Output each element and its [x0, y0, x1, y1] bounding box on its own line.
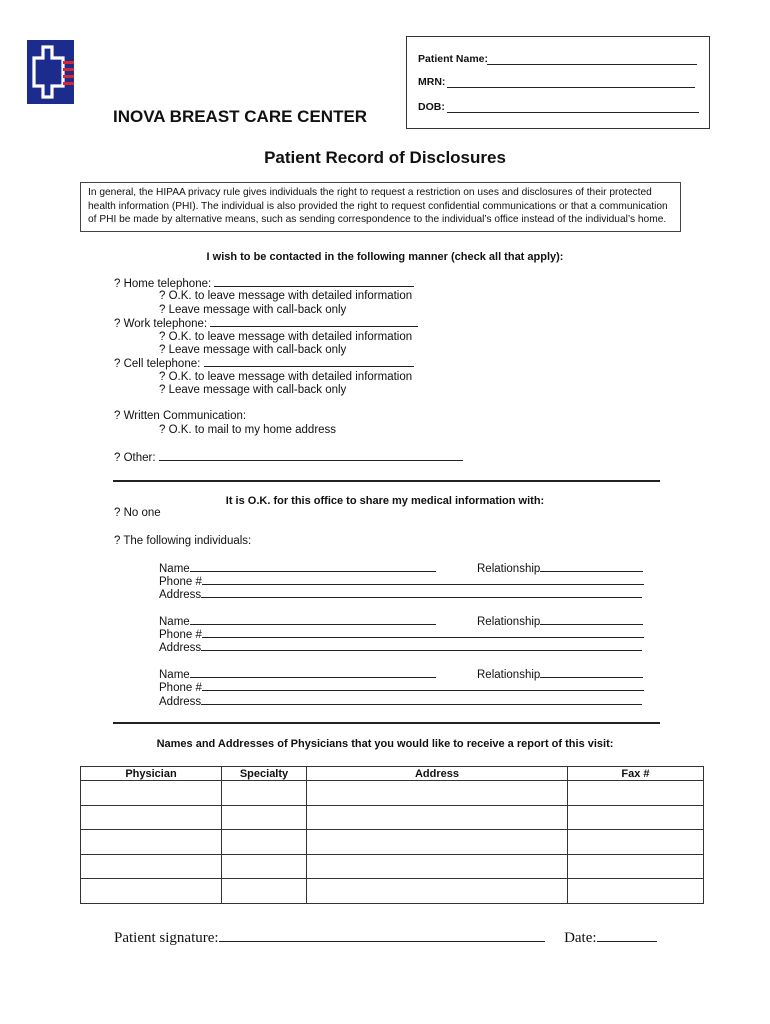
column-header-fax: Fax # [568, 767, 704, 781]
physician-cell[interactable] [81, 830, 222, 855]
individual-2-address-field[interactable] [201, 641, 642, 651]
patient-name-label: Patient Name: [418, 53, 489, 65]
relationship-label: Relationship [477, 669, 541, 681]
specialty-cell[interactable] [222, 830, 307, 855]
individual-3-name [159, 668, 436, 681]
document-title: Patient Record of Disclosures [264, 148, 506, 167]
specialty-cell[interactable] [222, 879, 307, 904]
work-telephone-field[interactable] [210, 317, 418, 327]
table-header-row [81, 767, 704, 781]
individual-1-relationship-field[interactable] [540, 562, 643, 572]
following-individuals-option[interactable]: ? The following individuals: [114, 535, 252, 547]
specialty-cell[interactable] [222, 805, 307, 830]
signature-line [114, 930, 657, 947]
individual-2-name-field[interactable] [190, 615, 436, 625]
dob-field[interactable] [447, 112, 699, 113]
individual-1-name-field[interactable] [190, 562, 436, 572]
fax-cell[interactable] [568, 805, 704, 830]
patient-id-box [406, 36, 710, 129]
other-label: ? Other: [114, 452, 156, 464]
address-cell[interactable] [307, 805, 568, 830]
individual-3-relationship [477, 668, 643, 681]
individual-2-relationship [477, 615, 643, 628]
address-label: Address [159, 589, 202, 601]
address-cell[interactable] [307, 854, 568, 879]
cell-telephone-label: ? Cell telephone: [114, 358, 201, 370]
individual-2-phone [159, 628, 644, 641]
individual-3-relationship-field[interactable] [540, 668, 643, 678]
address-cell[interactable] [307, 830, 568, 855]
individual-1-relationship [477, 562, 643, 575]
address-cell[interactable] [307, 879, 568, 904]
share-heading: It is O.K. for this office to share my medical information with: [225, 495, 545, 507]
individual-1-address-field[interactable] [201, 588, 642, 598]
work-telephone-label: ? Work telephone: [114, 318, 208, 330]
relationship-label: Relationship [477, 563, 541, 575]
phone-label: Phone # [159, 629, 202, 641]
physicians-heading: Names and Addresses of Physicians that you would like to receive a report of this visit: [156, 738, 614, 750]
work-ok-detailed-option[interactable]: ? O.K. to leave message with detailed information [159, 331, 413, 343]
signature-label: Patient signature: [114, 930, 219, 946]
individual-3-phone [159, 681, 644, 694]
work-callback-option[interactable]: ? Leave message with call-back only [159, 344, 347, 356]
notice-line: In general, the HIPAA privacy rule gives individuals the right to request a restriction on uses and disclosures of their protected [88, 187, 652, 198]
home-telephone-label: ? Home telephone: [114, 278, 212, 290]
physician-cell[interactable] [81, 879, 222, 904]
specialty-cell[interactable] [222, 854, 307, 879]
work-telephone-option[interactable] [114, 317, 418, 330]
notice-line: health information (PHI). The individual is also provided the right to request confidential communications or that a communication [88, 200, 668, 212]
individual-1-address [159, 588, 642, 601]
mrn-field[interactable] [447, 87, 695, 88]
individual-1-name [159, 562, 436, 575]
address-cell[interactable] [307, 781, 568, 806]
phone-label: Phone # [159, 682, 202, 694]
address-label: Address [159, 642, 202, 654]
physician-cell[interactable] [81, 805, 222, 830]
other-option[interactable] [114, 451, 463, 464]
cell-telephone-option[interactable] [114, 357, 414, 370]
hipaa-notice [80, 182, 681, 232]
cell-callback-option[interactable]: ? Leave message with call-back only [159, 384, 347, 396]
physician-cell[interactable] [81, 854, 222, 879]
individual-1-phone-field[interactable] [202, 575, 644, 585]
date-label: Date: [564, 930, 597, 946]
name-label: Name [159, 563, 190, 575]
name-label: Name [159, 616, 190, 628]
individual-3-address-field[interactable] [201, 695, 642, 705]
contact-heading: I wish to be contacted in the following manner (check all that apply): [206, 251, 564, 263]
section-divider [113, 480, 660, 482]
table-row [81, 805, 704, 830]
individual-3-address [159, 695, 642, 708]
home-callback-option[interactable]: ? Leave message with call-back only [159, 304, 347, 316]
table-row [81, 781, 704, 806]
signature-field[interactable] [219, 930, 545, 942]
dob-label: DOB: [418, 101, 445, 113]
physicians-table [80, 766, 704, 904]
home-telephone-option[interactable] [114, 277, 414, 290]
individual-2-relationship-field[interactable] [540, 615, 643, 625]
home-telephone-field[interactable] [214, 277, 414, 287]
section-divider [113, 722, 660, 724]
individual-2-address [159, 641, 642, 654]
individual-1-phone [159, 575, 644, 588]
fax-cell[interactable] [568, 830, 704, 855]
home-ok-detailed-option[interactable]: ? O.K. to leave message with detailed information [159, 290, 413, 302]
other-field[interactable] [159, 451, 463, 461]
name-label: Name [159, 669, 190, 681]
physician-cell[interactable] [81, 781, 222, 806]
relationship-label: Relationship [477, 616, 541, 628]
individual-2-phone-field[interactable] [202, 628, 644, 638]
column-header-physician: Physician [81, 767, 222, 781]
cell-telephone-field[interactable] [204, 357, 414, 367]
mrn-label: MRN: [418, 76, 446, 88]
address-label: Address [159, 696, 202, 708]
written-ok-mail-option[interactable]: ? O.K. to mail to my home address [159, 424, 337, 436]
specialty-cell[interactable] [222, 781, 307, 806]
patient-name-field[interactable] [487, 64, 697, 65]
individual-3-name-field[interactable] [190, 668, 436, 678]
table-row [81, 854, 704, 879]
fax-cell[interactable] [568, 781, 704, 806]
notice-line: of PHI be made by alternative means, such as sending correspondence to the individual’s office instead of the individual’s home. [88, 214, 667, 225]
individual-2-name [159, 615, 436, 628]
no-one-option[interactable]: ? No one [114, 507, 161, 519]
fax-cell[interactable] [568, 854, 704, 879]
individual-3-phone-field[interactable] [202, 681, 644, 691]
table-row [81, 830, 704, 855]
table-row [81, 879, 704, 904]
phone-label: Phone # [159, 576, 202, 588]
inova-logo-icon [27, 40, 74, 104]
written-communication-option[interactable]: ? Written Communication: [114, 410, 247, 422]
column-header-address: Address [307, 767, 568, 781]
org-name: INOVA BREAST CARE CENTER [113, 107, 368, 126]
cell-ok-detailed-option[interactable]: ? O.K. to leave message with detailed information [159, 371, 413, 383]
fax-cell[interactable] [568, 879, 704, 904]
date-field[interactable] [597, 930, 657, 942]
column-header-specialty: Specialty [222, 767, 307, 781]
